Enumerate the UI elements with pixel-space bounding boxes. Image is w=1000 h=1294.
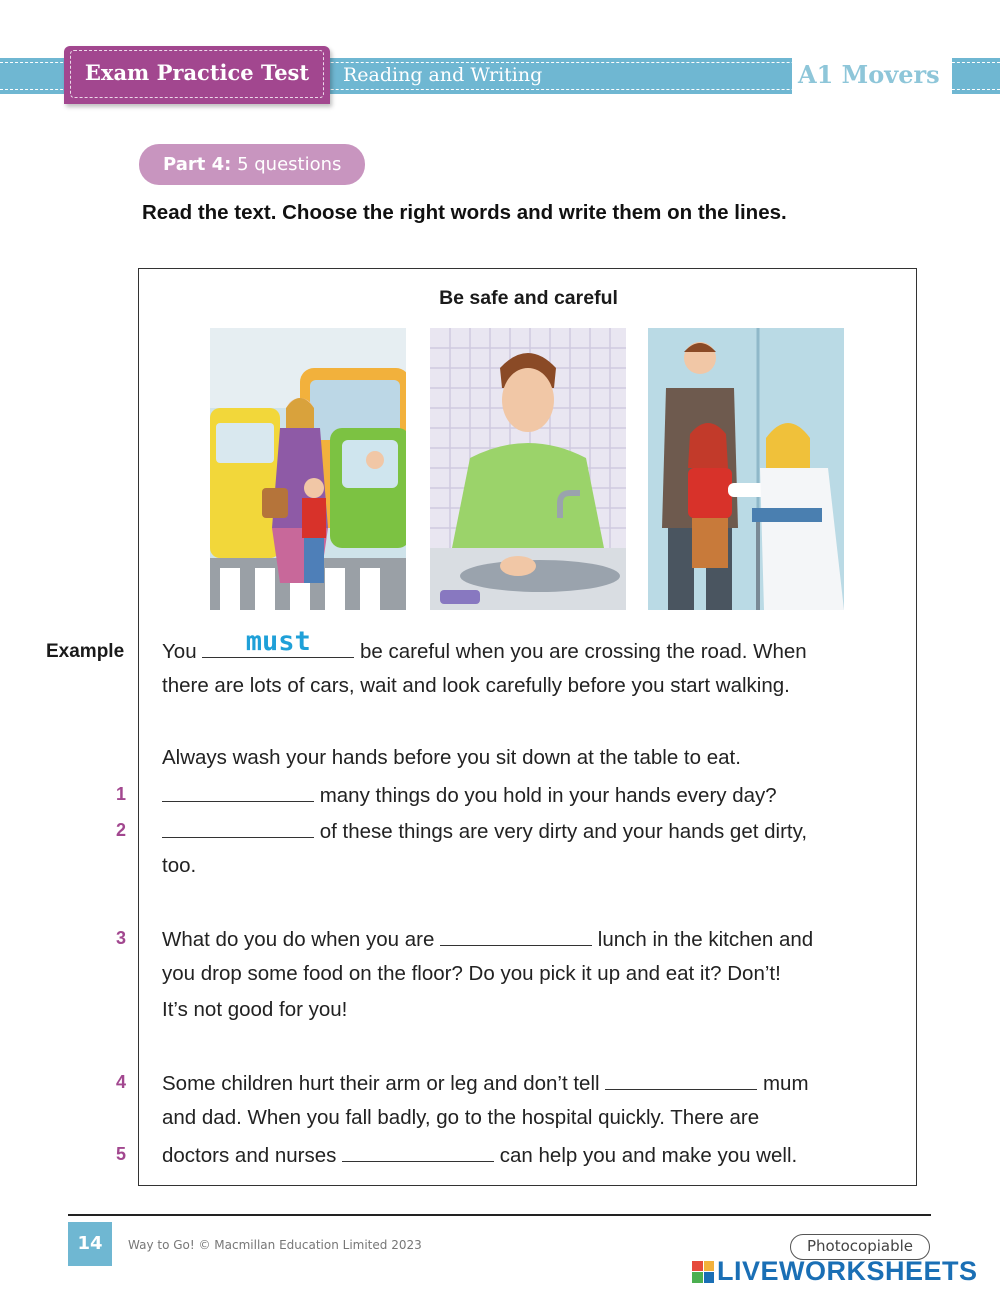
example-line-1-before: You bbox=[162, 640, 197, 663]
question-3-after: lunch in the kitchen and bbox=[597, 928, 814, 951]
example-line-1 bbox=[162, 626, 807, 664]
example-line-2: there are lots of cars, wait and look carefully before you start walking. bbox=[162, 674, 790, 697]
exam-tab-label: Exam Practice Test bbox=[84, 60, 310, 85]
question-number-1: 1 bbox=[115, 784, 126, 804]
copyright: Way to Go! © Macmillan Education Limited 2023 bbox=[128, 1238, 422, 1252]
hospital-illustration bbox=[648, 328, 844, 610]
photocopiable-badge: Photocopiable bbox=[790, 1234, 930, 1260]
example-label: Example bbox=[46, 641, 125, 662]
instruction: Read the text. Choose the right words and write them on the lines. bbox=[142, 201, 787, 224]
answer-blank-4[interactable] bbox=[605, 1070, 757, 1090]
hand-washing-svg bbox=[430, 328, 626, 610]
part-label: Part 4: bbox=[163, 154, 232, 175]
liveworksheets-logo-icon bbox=[692, 1261, 714, 1283]
question-2-line bbox=[162, 818, 807, 844]
answer-blank-1[interactable] bbox=[162, 782, 314, 802]
example-line-1-after: be careful when you are crossing the road. When bbox=[360, 640, 807, 663]
section-label: Reading and Writing bbox=[343, 64, 543, 86]
hand-washing-illustration bbox=[430, 328, 626, 610]
question-4-before: Some children hurt their arm or leg and don’t tell bbox=[162, 1072, 600, 1095]
question-number-5: 5 bbox=[115, 1144, 126, 1164]
question-3-before: What do you do when you are bbox=[162, 928, 435, 951]
part-pill bbox=[139, 144, 365, 185]
example-answer: must bbox=[245, 626, 311, 657]
level-label: A1 Movers bbox=[798, 60, 940, 89]
road-crossing-illustration bbox=[210, 328, 406, 610]
footer-rule bbox=[68, 1214, 931, 1216]
paragraph3-line-3: It’s not good for you! bbox=[162, 998, 348, 1021]
question-1-line bbox=[162, 782, 777, 808]
question-5-line bbox=[162, 1142, 797, 1168]
question-4-after: mum bbox=[762, 1072, 809, 1095]
question-1-text: many things do you hold in your hands every day? bbox=[319, 784, 777, 807]
page-number: 14 bbox=[68, 1222, 112, 1266]
liveworksheets-watermark bbox=[692, 1256, 978, 1287]
question-2-text: of these things are very dirty and your hands get dirty, bbox=[319, 820, 808, 843]
road-crossing-svg bbox=[210, 328, 406, 610]
question-5-before: doctors and nurses bbox=[162, 1144, 337, 1167]
question-4-line bbox=[162, 1070, 809, 1096]
question-number-2: 2 bbox=[115, 820, 126, 840]
liveworksheets-text: LIVEWORKSHEETS bbox=[717, 1256, 978, 1286]
part-count: 5 questions bbox=[237, 154, 342, 175]
answer-blank-5[interactable] bbox=[342, 1142, 494, 1162]
answer-blank-2[interactable] bbox=[162, 818, 314, 838]
paragraph2-line-4: too. bbox=[162, 854, 197, 877]
paragraph3-line-2: you drop some food on the floor? Do you pick it up and eat it? Don’t! bbox=[162, 962, 781, 985]
exam-tab bbox=[64, 46, 330, 104]
paragraph2-line-1: Always wash your hands before you sit down at the table to eat. bbox=[162, 746, 741, 769]
question-3-line bbox=[162, 926, 813, 952]
question-5-after: can help you and make you well. bbox=[499, 1144, 798, 1167]
question-number-3: 3 bbox=[115, 928, 126, 948]
paragraph4-line-2: and dad. When you fall badly, go to the hospital quickly. There are bbox=[162, 1106, 760, 1129]
answer-blank-3[interactable] bbox=[440, 926, 592, 946]
band-gap bbox=[942, 52, 952, 100]
hospital-svg bbox=[648, 328, 844, 610]
question-number-4: 4 bbox=[115, 1072, 126, 1092]
example-answer-blank bbox=[202, 626, 354, 658]
box-title: Be safe and careful bbox=[439, 287, 618, 309]
